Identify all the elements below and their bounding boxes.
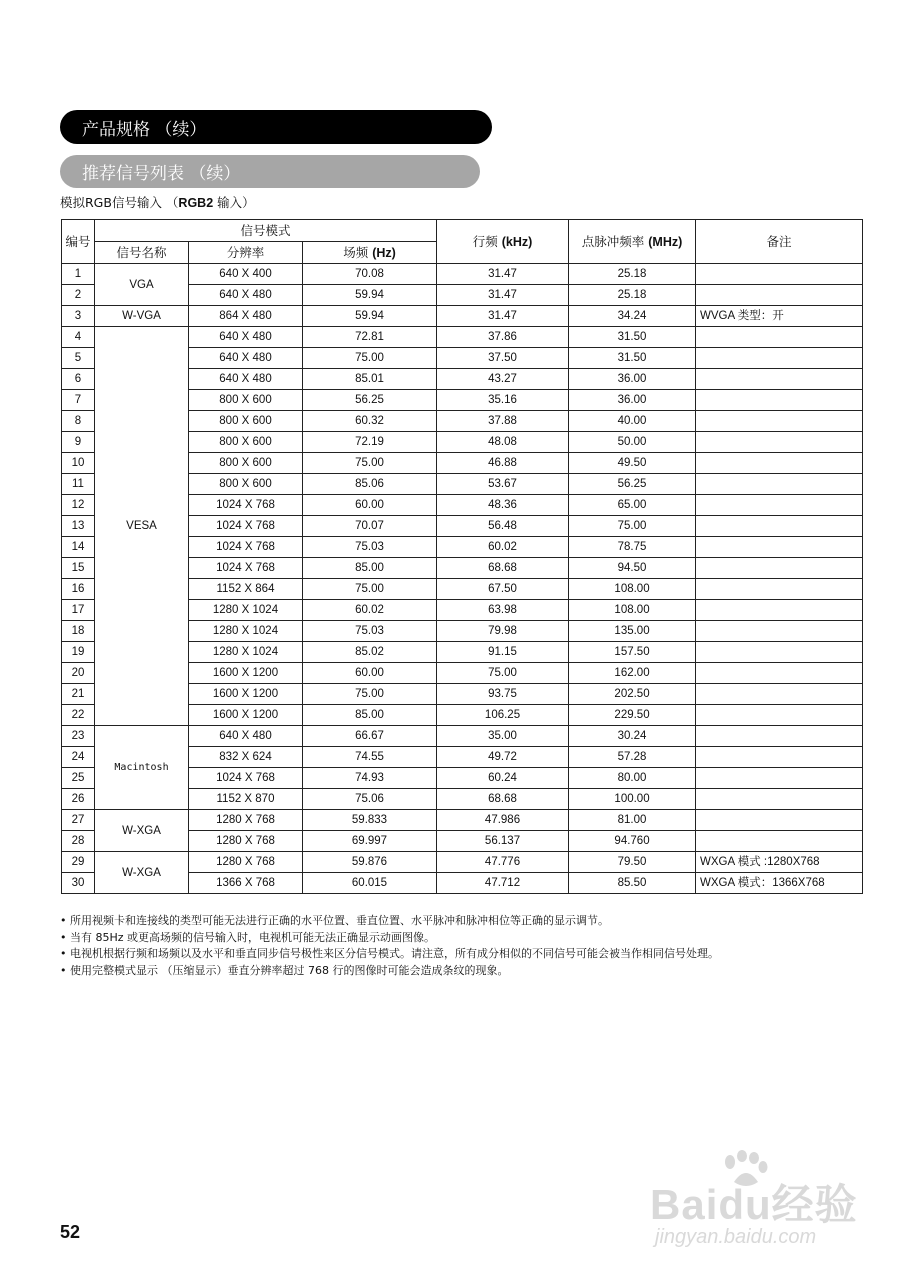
cell-vfreq: 72.81 xyxy=(303,327,437,348)
cell-resolution: 1024 X 768 xyxy=(189,495,303,516)
cell-remarks xyxy=(696,600,863,621)
cell-vfreq: 75.03 xyxy=(303,621,437,642)
cell-resolution: 1280 X 1024 xyxy=(189,642,303,663)
cell-no: 28 xyxy=(62,831,95,852)
cell-remarks xyxy=(696,516,863,537)
cell-vfreq: 59.94 xyxy=(303,285,437,306)
cell-clock: 34.24 xyxy=(569,306,696,327)
cell-hfreq: 106.25 xyxy=(437,705,569,726)
cell-vfreq: 60.02 xyxy=(303,600,437,621)
cell-resolution: 1280 X 768 xyxy=(189,852,303,873)
cell-resolution: 1600 X 1200 xyxy=(189,705,303,726)
cell-hfreq: 35.00 xyxy=(437,726,569,747)
cell-clock: 229.50 xyxy=(569,705,696,726)
cell-hfreq: 68.68 xyxy=(437,789,569,810)
table-row xyxy=(62,306,863,327)
cell-no: 2 xyxy=(62,285,95,306)
cell-remarks: WXGA 模式：1366X768 xyxy=(696,873,863,894)
cell-clock: 57.28 xyxy=(569,747,696,768)
cell-remarks xyxy=(696,264,863,285)
cell-resolution: 640 X 480 xyxy=(189,726,303,747)
header-remarks: 备注 xyxy=(696,220,863,264)
cell-hfreq: 60.02 xyxy=(437,537,569,558)
cell-no: 22 xyxy=(62,705,95,726)
note-item: • 所用视频卡和连接线的类型可能无法进行正确的水平位置、垂直位置、水平脉冲和脉冲相位等正确的显示调节。 xyxy=(60,913,719,930)
cell-remarks xyxy=(696,642,863,663)
cell-no: 23 xyxy=(62,726,95,747)
cell-clock: 56.25 xyxy=(569,474,696,495)
cell-hfreq: 31.47 xyxy=(437,264,569,285)
cell-hfreq: 47.712 xyxy=(437,873,569,894)
cell-clock: 135.00 xyxy=(569,621,696,642)
subsection-title: 推荐信号列表 （续） xyxy=(82,164,241,184)
cell-vfreq: 60.015 xyxy=(303,873,437,894)
cell-clock: 78.75 xyxy=(569,537,696,558)
cell-remarks xyxy=(696,495,863,516)
cell-no: 19 xyxy=(62,642,95,663)
cell-clock: 65.00 xyxy=(569,495,696,516)
cell-signal-name: Macintosh xyxy=(95,726,189,810)
cell-no: 27 xyxy=(62,810,95,831)
cell-resolution: 1600 X 1200 xyxy=(189,684,303,705)
cell-remarks xyxy=(696,789,863,810)
header-resolution: 分辨率 xyxy=(189,242,303,264)
cell-clock: 36.00 xyxy=(569,390,696,411)
cell-vfreq: 74.55 xyxy=(303,747,437,768)
cell-vfreq: 75.06 xyxy=(303,789,437,810)
cell-hfreq: 68.68 xyxy=(437,558,569,579)
cell-clock: 31.50 xyxy=(569,348,696,369)
cell-vfreq: 66.67 xyxy=(303,726,437,747)
cell-vfreq: 56.25 xyxy=(303,390,437,411)
cell-hfreq: 43.27 xyxy=(437,369,569,390)
cell-clock: 49.50 xyxy=(569,453,696,474)
cell-no: 26 xyxy=(62,789,95,810)
cell-remarks xyxy=(696,831,863,852)
cell-vfreq: 69.997 xyxy=(303,831,437,852)
cell-resolution: 640 X 400 xyxy=(189,264,303,285)
page-number: 52 xyxy=(60,1222,81,1242)
cell-resolution: 1024 X 768 xyxy=(189,537,303,558)
note-item: • 使用完整模式显示 （压缩显示）垂直分辨率超过 768 行的图像时可能会造成条纹的现象。 xyxy=(60,963,719,980)
cell-remarks xyxy=(696,684,863,705)
cell-no: 15 xyxy=(62,558,95,579)
cell-hfreq: 53.67 xyxy=(437,474,569,495)
cell-clock: 94.50 xyxy=(569,558,696,579)
cell-no: 10 xyxy=(62,453,95,474)
table-row xyxy=(62,327,863,348)
cell-vfreq: 72.19 xyxy=(303,432,437,453)
cell-no: 20 xyxy=(62,663,95,684)
cell-resolution: 1024 X 768 xyxy=(189,768,303,789)
cell-resolution: 1024 X 768 xyxy=(189,516,303,537)
cell-resolution: 1152 X 864 xyxy=(189,579,303,600)
cell-vfreq: 85.06 xyxy=(303,474,437,495)
cell-remarks xyxy=(696,285,863,306)
cell-remarks xyxy=(696,810,863,831)
cell-vfreq: 60.32 xyxy=(303,411,437,432)
notes-list xyxy=(60,913,719,979)
cell-resolution: 800 X 600 xyxy=(189,390,303,411)
cell-no: 9 xyxy=(62,432,95,453)
cell-no: 13 xyxy=(62,516,95,537)
cell-hfreq: 46.88 xyxy=(437,453,569,474)
cell-resolution: 800 X 600 xyxy=(189,411,303,432)
cell-remarks xyxy=(696,558,863,579)
cell-hfreq: 56.48 xyxy=(437,516,569,537)
header-clock: 点脉冲频率 (MHz) xyxy=(569,220,696,264)
cell-remarks xyxy=(696,768,863,789)
cell-hfreq: 48.36 xyxy=(437,495,569,516)
subsection-banner xyxy=(60,155,480,188)
cell-hfreq: 47.986 xyxy=(437,810,569,831)
cell-vfreq: 70.07 xyxy=(303,516,437,537)
cell-no: 14 xyxy=(62,537,95,558)
cell-clock: 157.50 xyxy=(569,642,696,663)
cell-hfreq: 63.98 xyxy=(437,600,569,621)
cell-no: 24 xyxy=(62,747,95,768)
cell-remarks xyxy=(696,726,863,747)
cell-remarks xyxy=(696,621,863,642)
cell-resolution: 832 X 624 xyxy=(189,747,303,768)
table-row xyxy=(62,726,863,747)
cell-no: 17 xyxy=(62,600,95,621)
cell-remarks: WVGA 类型：开 xyxy=(696,306,863,327)
cell-remarks xyxy=(696,369,863,390)
cell-clock: 202.50 xyxy=(569,684,696,705)
cell-no: 25 xyxy=(62,768,95,789)
cell-clock: 36.00 xyxy=(569,369,696,390)
cell-clock: 162.00 xyxy=(569,663,696,684)
cell-resolution: 1366 X 768 xyxy=(189,873,303,894)
cell-remarks xyxy=(696,663,863,684)
cell-hfreq: 75.00 xyxy=(437,663,569,684)
cell-remarks xyxy=(696,705,863,726)
cell-hfreq: 48.08 xyxy=(437,432,569,453)
cell-clock: 50.00 xyxy=(569,432,696,453)
cell-no: 5 xyxy=(62,348,95,369)
cell-resolution: 1280 X 1024 xyxy=(189,621,303,642)
section-title: 产品规格 （续） xyxy=(82,119,207,140)
cell-remarks xyxy=(696,474,863,495)
cell-no: 21 xyxy=(62,684,95,705)
cell-resolution: 1280 X 768 xyxy=(189,831,303,852)
cell-remarks xyxy=(696,327,863,348)
cell-vfreq: 85.00 xyxy=(303,558,437,579)
cell-no: 18 xyxy=(62,621,95,642)
cell-no: 11 xyxy=(62,474,95,495)
cell-no: 7 xyxy=(62,390,95,411)
cell-hfreq: 60.24 xyxy=(437,768,569,789)
cell-vfreq: 75.00 xyxy=(303,579,437,600)
cell-clock: 25.18 xyxy=(569,285,696,306)
cell-resolution: 640 X 480 xyxy=(189,348,303,369)
cell-clock: 75.00 xyxy=(569,516,696,537)
cell-hfreq: 47.776 xyxy=(437,852,569,873)
cell-vfreq: 85.01 xyxy=(303,369,437,390)
cell-vfreq: 60.00 xyxy=(303,495,437,516)
cell-vfreq: 75.00 xyxy=(303,453,437,474)
table-caption xyxy=(60,193,255,211)
header-no: 编号 xyxy=(62,220,95,264)
cell-resolution: 640 X 480 xyxy=(189,369,303,390)
cell-vfreq: 75.00 xyxy=(303,348,437,369)
cell-no: 29 xyxy=(62,852,95,873)
cell-no: 4 xyxy=(62,327,95,348)
watermark xyxy=(640,1150,870,1260)
caption-prefix: 模拟RGB信号输入 （ xyxy=(60,195,179,210)
cell-hfreq: 35.16 xyxy=(437,390,569,411)
cell-vfreq: 85.00 xyxy=(303,705,437,726)
cell-remarks xyxy=(696,453,863,474)
cell-no: 3 xyxy=(62,306,95,327)
cell-signal-name: W-XGA xyxy=(95,810,189,852)
cell-hfreq: 31.47 xyxy=(437,306,569,327)
cell-hfreq: 37.86 xyxy=(437,327,569,348)
cell-clock: 100.00 xyxy=(569,789,696,810)
header-hfreq: 行频 (kHz) xyxy=(437,220,569,264)
cell-remarks xyxy=(696,432,863,453)
cell-resolution: 864 X 480 xyxy=(189,306,303,327)
table-row xyxy=(62,810,863,831)
cell-no: 1 xyxy=(62,264,95,285)
cell-resolution: 1280 X 1024 xyxy=(189,600,303,621)
cell-clock: 81.00 xyxy=(569,810,696,831)
cell-resolution: 640 X 480 xyxy=(189,285,303,306)
cell-resolution: 640 X 480 xyxy=(189,327,303,348)
cell-resolution: 800 X 600 xyxy=(189,474,303,495)
caption-suffix: 输入） xyxy=(213,195,255,210)
cell-resolution: 1600 X 1200 xyxy=(189,663,303,684)
signal-table xyxy=(61,219,863,894)
cell-remarks xyxy=(696,537,863,558)
cell-signal-name: VGA xyxy=(95,264,189,306)
cell-clock: 40.00 xyxy=(569,411,696,432)
caption-bold: RGB2 xyxy=(178,196,214,210)
cell-signal-name: W-XGA xyxy=(95,852,189,894)
cell-vfreq: 75.03 xyxy=(303,537,437,558)
cell-remarks xyxy=(696,747,863,768)
cell-no: 16 xyxy=(62,579,95,600)
cell-resolution: 800 X 600 xyxy=(189,432,303,453)
cell-signal-name: W-VGA xyxy=(95,306,189,327)
cell-remarks: WXGA 模式 :1280X768 xyxy=(696,852,863,873)
cell-resolution: 1280 X 768 xyxy=(189,810,303,831)
header-vfreq: 场频 (Hz) xyxy=(303,242,437,264)
cell-no: 12 xyxy=(62,495,95,516)
cell-remarks xyxy=(696,390,863,411)
cell-remarks xyxy=(696,348,863,369)
cell-clock: 108.00 xyxy=(569,579,696,600)
cell-clock: 80.00 xyxy=(569,768,696,789)
cell-clock: 94.760 xyxy=(569,831,696,852)
cell-hfreq: 79.98 xyxy=(437,621,569,642)
cell-hfreq: 67.50 xyxy=(437,579,569,600)
watermark-url: jingyan.baidu.com xyxy=(655,1226,817,1248)
cell-hfreq: 31.47 xyxy=(437,285,569,306)
cell-signal-name: VESA xyxy=(95,327,189,726)
cell-clock: 25.18 xyxy=(569,264,696,285)
table-body xyxy=(62,264,863,894)
cell-clock: 30.24 xyxy=(569,726,696,747)
cell-remarks xyxy=(696,411,863,432)
cell-vfreq: 59.833 xyxy=(303,810,437,831)
cell-vfreq: 85.02 xyxy=(303,642,437,663)
cell-resolution: 1024 X 768 xyxy=(189,558,303,579)
cell-no: 6 xyxy=(62,369,95,390)
cell-clock: 79.50 xyxy=(569,852,696,873)
cell-clock: 108.00 xyxy=(569,600,696,621)
header-mode: 信号模式 xyxy=(95,220,437,242)
cell-vfreq: 70.08 xyxy=(303,264,437,285)
table-row xyxy=(62,264,863,285)
cell-hfreq: 91.15 xyxy=(437,642,569,663)
note-item: • 电视机根据行频和场频以及水平和垂直同步信号极性来区分信号模式。请注意，所有成分相似的不同信号可能会被当作相同信号处理。 xyxy=(60,946,719,963)
cell-vfreq: 75.00 xyxy=(303,684,437,705)
cell-clock: 31.50 xyxy=(569,327,696,348)
cell-resolution: 1152 X 870 xyxy=(189,789,303,810)
cell-clock: 85.50 xyxy=(569,873,696,894)
section-banner xyxy=(60,110,492,144)
cell-vfreq: 60.00 xyxy=(303,663,437,684)
cell-no: 30 xyxy=(62,873,95,894)
cell-vfreq: 59.94 xyxy=(303,306,437,327)
cell-resolution: 800 X 600 xyxy=(189,453,303,474)
cell-vfreq: 59.876 xyxy=(303,852,437,873)
header-name: 信号名称 xyxy=(95,242,189,264)
cell-remarks xyxy=(696,579,863,600)
cell-hfreq: 93.75 xyxy=(437,684,569,705)
cell-hfreq: 37.50 xyxy=(437,348,569,369)
table-row xyxy=(62,852,863,873)
note-item: • 当有 85Hz 或更高场频的信号输入时，电视机可能无法正确显示动画图像。 xyxy=(60,930,719,947)
watermark-logo: Baidu经验 xyxy=(650,1181,858,1228)
cell-hfreq: 56.137 xyxy=(437,831,569,852)
cell-vfreq: 74.93 xyxy=(303,768,437,789)
cell-no: 8 xyxy=(62,411,95,432)
cell-hfreq: 49.72 xyxy=(437,747,569,768)
cell-hfreq: 37.88 xyxy=(437,411,569,432)
